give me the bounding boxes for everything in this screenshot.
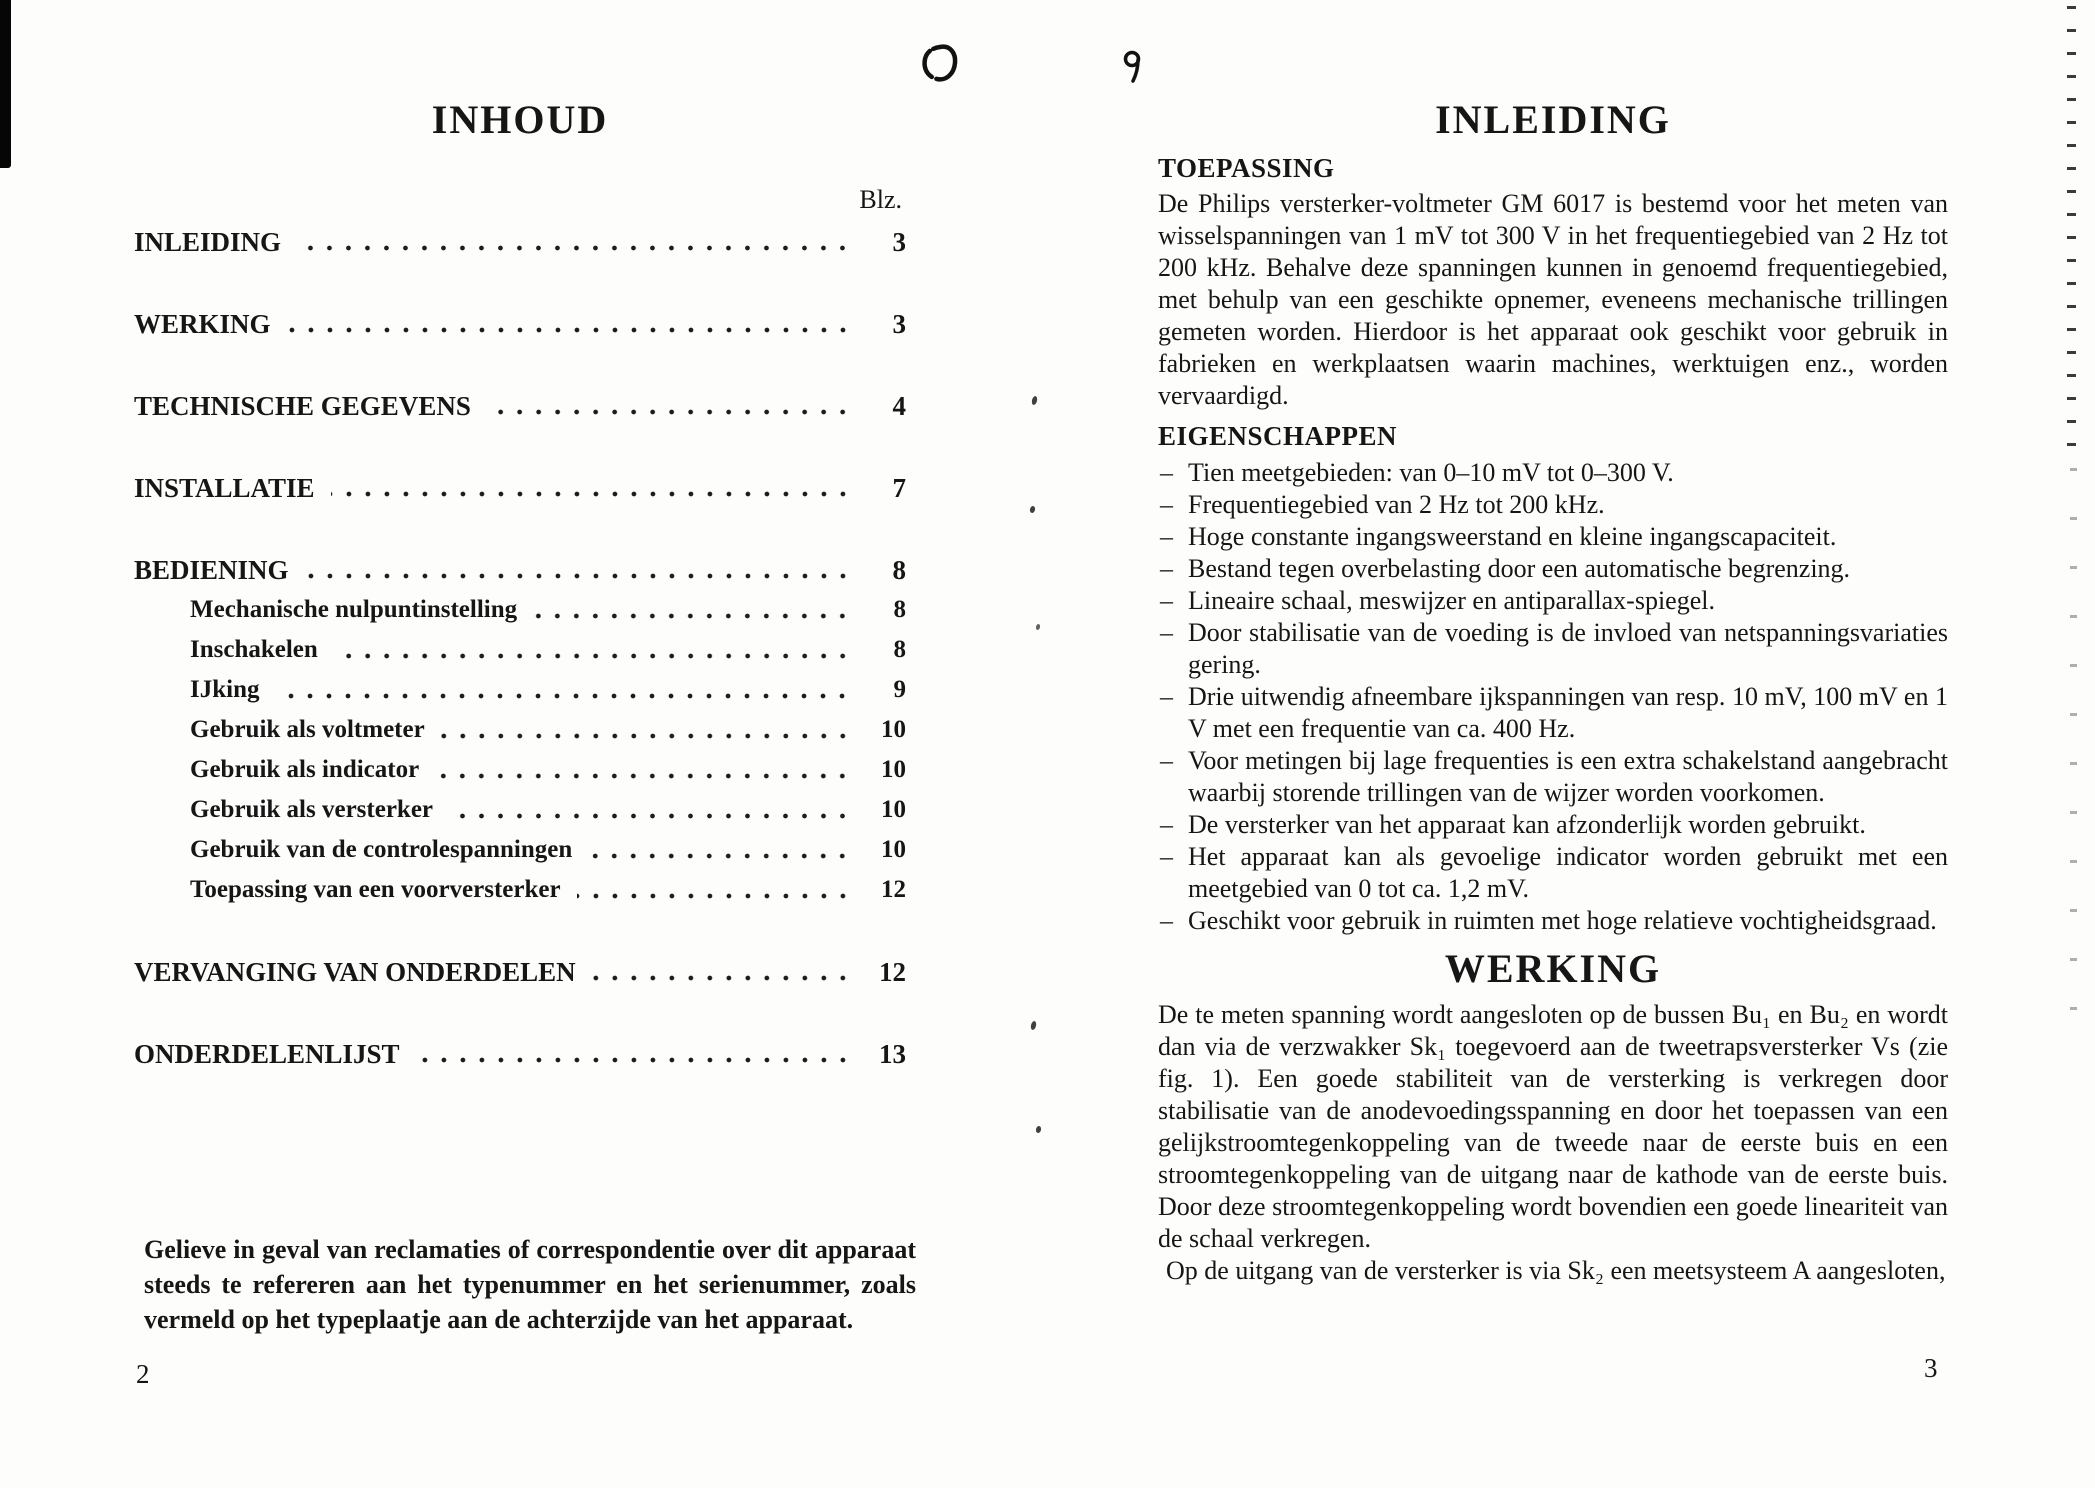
bullet-dash: – xyxy=(1160,618,1173,647)
toc-entry-page: 10 xyxy=(881,756,906,783)
toc-subentry xyxy=(190,714,906,746)
toc-dot-leader xyxy=(275,691,852,701)
toc-dot-leader xyxy=(577,891,852,901)
feature-text: Frequentiegebied van 2 Hz tot 200 kHz. xyxy=(1188,490,1605,519)
feature-item xyxy=(1158,841,1948,905)
feature-item xyxy=(1158,617,1948,681)
toc-subentry xyxy=(190,674,906,706)
toc-entry xyxy=(134,472,906,504)
toc-subentry xyxy=(190,794,906,826)
feature-text: Het apparaat kan als gevoelige indicator worden gebruikt met een meetgebied van 0 tot ca. 1,2 mV. xyxy=(1188,842,1948,903)
feature-item xyxy=(1158,489,1948,521)
toc-entry-page: 10 xyxy=(881,716,906,743)
toc-subentry xyxy=(190,874,906,906)
contents-title: INHOUD xyxy=(431,97,609,142)
toc-dot-leader xyxy=(305,571,852,581)
toc-entry-label: Inschakelen xyxy=(190,636,318,663)
service-note: Gelieve in geval van reclamaties of correspondentie over dit apparaat steeds te refereren aan het typenummer en het serienummer, zoals vermeld op het typeplaatje aan de achterzijde van het apparaat. xyxy=(144,1235,916,1334)
scan-edge-bar xyxy=(0,0,11,168)
toc-dot-leader xyxy=(287,325,852,335)
toc-entry-page: 8 xyxy=(892,555,906,585)
toc-entry-label: IJking xyxy=(190,676,260,703)
bullet-dash: – xyxy=(1160,490,1173,519)
feature-item xyxy=(1158,553,1948,585)
table-of-contents xyxy=(134,226,906,1070)
scan-speck xyxy=(1029,505,1036,513)
feature-text: Hoge constante ingangsweerstand en kleine ingangscapaciteit. xyxy=(1188,522,1837,551)
bullet-dash: – xyxy=(1160,554,1173,583)
toc-entry-label: INLEIDING xyxy=(134,227,282,257)
bullet-dash: – xyxy=(1160,682,1173,711)
toc-entry xyxy=(134,308,906,340)
toc-entry-label: WERKING xyxy=(134,309,271,339)
scan-edge-dashes-faint xyxy=(2070,468,2077,1028)
scan-edge-dashes xyxy=(2067,6,2076,450)
toc-dot-leader xyxy=(441,731,852,741)
feature-text: Bestand tegen overbelasting door een automatische begrenzing. xyxy=(1188,554,1851,583)
scan-speck xyxy=(1030,1021,1037,1031)
ink-mark-tail xyxy=(1123,50,1143,86)
toc-entry-page: 12 xyxy=(881,876,906,903)
toc-entry-label: Gebruik als voltmeter xyxy=(190,716,425,743)
feature-text: Lineaire schaal, meswijzer en antiparallax-spiegel. xyxy=(1188,586,1715,615)
toc-dot-leader xyxy=(416,1055,852,1065)
toc-entry-page: 9 xyxy=(893,676,906,703)
feature-item xyxy=(1158,457,1948,489)
toc-entry-page: 7 xyxy=(892,473,906,503)
toc-entry xyxy=(134,956,906,988)
feature-text: De versterker van het apparaat kan afzonderlijk worden gebruikt. xyxy=(1188,810,1866,839)
toc-subentry xyxy=(190,634,906,666)
toc-dot-leader xyxy=(588,851,852,861)
toc-dot-leader xyxy=(592,973,852,983)
toc-entry-page: 4 xyxy=(892,391,906,421)
toc-entry-page: 10 xyxy=(881,836,906,863)
toc-entry-label: Gebruik van de controlespanningen xyxy=(190,836,573,863)
toc-entry xyxy=(134,1038,906,1070)
toc-entry-page: 8 xyxy=(893,636,906,663)
bullet-dash: – xyxy=(1160,842,1173,871)
feature-item xyxy=(1158,809,1948,841)
toc-dot-leader xyxy=(435,771,852,781)
feature-list xyxy=(1158,457,1948,937)
toc-dot-leader xyxy=(334,651,852,661)
toc-entry xyxy=(134,390,906,422)
page-number-right: 3 xyxy=(1924,1353,1938,1383)
bullet-dash: – xyxy=(1160,810,1173,839)
werking-paragraph-continued: Op de uitgang van de versterker is via Sk₂ een meetsysteem A aangesloten, xyxy=(1166,1256,1946,1285)
bullet-dash: – xyxy=(1160,586,1173,615)
toc-entry-page: 8 xyxy=(893,596,906,623)
feature-item xyxy=(1158,585,1948,617)
toc-entry-label: Gebruik als versterker xyxy=(190,796,434,823)
toc-entry xyxy=(134,554,906,586)
page-number-left: 2 xyxy=(136,1359,150,1389)
feature-text: Drie uitwendig afneembare ijkspanningen van resp. 10 mV, 100 mV en 1 V met een frequentie van ca. 400 Hz. xyxy=(1188,682,1948,743)
feature-item xyxy=(1158,745,1948,809)
feature-item xyxy=(1158,681,1948,745)
toc-entry-page: 13 xyxy=(879,1039,906,1069)
scan-speck xyxy=(1035,624,1040,631)
feature-text: Tien meetgebieden: van 0–10 mV tot 0–300 V. xyxy=(1188,458,1674,487)
feature-item xyxy=(1158,521,1948,553)
toc-entry-label: Toepassing van een voorversterker xyxy=(190,876,561,903)
feature-item xyxy=(1158,905,1948,937)
toepassing-paragraph: De Philips versterker-voltmeter GM 6017 is bestemd voor het meten van wisselspanningen van 1 mV tot 300 V in het frequentiegebied van 2 Hz tot 200 kHz. Behalve deze spanningen kunnen in genoemd frequentiegebied, met behulp van een geschikte opnemer, eveneens mechanische trillingen gemeten worden. Hierdoor is het apparaat ook geschikt voor gebruik in fabrieken en werkplaatsen waarin machines, werktuigen enz., worden vervaardigd. xyxy=(1158,189,1948,410)
feature-text: Geschikt voor gebruik in ruimten met hoge relatieve vochtigheidsgraad. xyxy=(1188,906,1937,935)
toc-entry-label: Gebruik als indicator xyxy=(190,756,420,783)
toc-dot-leader xyxy=(533,611,852,621)
heading-werking: WERKING xyxy=(1444,946,1662,991)
toc-entry-label: BEDIENING xyxy=(134,555,289,585)
scan-speck xyxy=(1031,396,1038,406)
bullet-dash: – xyxy=(1160,906,1173,935)
toc-entry-page: 3 xyxy=(892,227,906,257)
page-introduction xyxy=(1158,96,1948,1287)
werking-paragraph: De te meten spanning wordt aangesloten op de bussen Bu₁ en Bu₂ en wordt dan via de verzwakker Sk₁ toegevoerd aan de tweetrapsversterker Vs (zie fig. 1). Een goede stabiliteit van de versterking is verkregen door stabilisatie van de anodevoedingsspanning en door het toepassen van een gelijkstroomtegenkoppeling van de tweede naar de eerste buis en een stroomtegenkoppeling van de uitgang naar de kathode van de eerste buis. Door deze stroomtegenkoppeling wordt bovendien een goede lineariteit van de schaal verkregen. xyxy=(1158,1000,1948,1253)
toc-entry-page: 12 xyxy=(879,957,906,987)
bullet-dash: – xyxy=(1160,522,1173,551)
toc-entry-page: 3 xyxy=(892,309,906,339)
toc-entry xyxy=(134,226,906,258)
toc-entry-page: 10 xyxy=(881,796,906,823)
scan-speck xyxy=(1035,1125,1042,1133)
toc-subentry xyxy=(190,834,906,866)
feature-text: Voor metingen bij lage frequenties is een extra schakelstand aangebracht waarbij storende trillingen van de wijzer worden voorkomen. xyxy=(1188,746,1948,807)
bullet-dash: – xyxy=(1160,746,1173,775)
heading-toepassing: TOEPASSING xyxy=(1158,153,1335,183)
bullet-dash: – xyxy=(1160,458,1173,487)
toc-dot-leader xyxy=(331,489,852,499)
introduction-title: INLEIDING xyxy=(1435,97,1671,142)
toc-subentry xyxy=(190,594,906,626)
toc-subentry xyxy=(190,754,906,786)
toc-entry-label: VERVANGING VAN ONDERDELEN xyxy=(134,957,576,987)
toc-dot-leader xyxy=(487,407,852,417)
page-column-header: Blz. xyxy=(859,185,902,214)
toc-entry-label: Mechanische nulpuntinstelling xyxy=(190,596,518,623)
toc-dot-leader xyxy=(449,811,852,821)
heading-eigenschappen: EIGENSCHAPPEN xyxy=(1158,421,1398,451)
toc-dot-leader xyxy=(297,243,852,253)
page-contents xyxy=(134,96,906,1070)
feature-text: Door stabilisatie van de voeding is de invloed van netspanningsvariaties gering. xyxy=(1188,618,1948,679)
toc-entry-label: ONDERDELENLIJST xyxy=(134,1039,400,1069)
ink-mark-ring xyxy=(919,42,961,86)
toc-entry-label: INSTALLATIE xyxy=(134,473,315,503)
toc-entry-label: TECHNISCHE GEGEVENS xyxy=(134,391,471,421)
